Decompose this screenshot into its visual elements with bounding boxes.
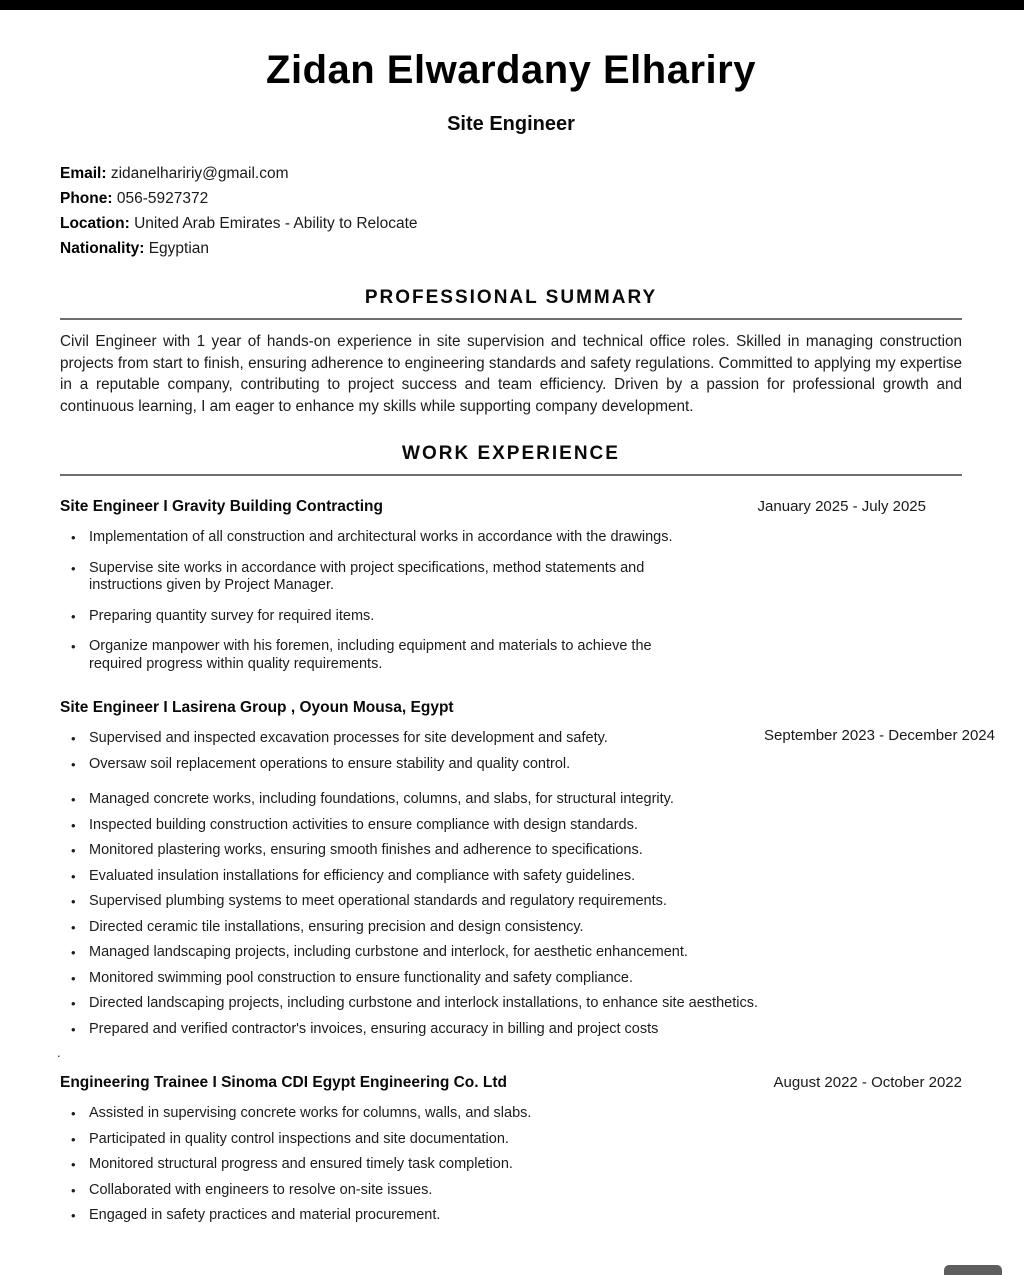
candidate-role-heading: Site Engineer bbox=[447, 113, 575, 135]
section-divider bbox=[60, 474, 962, 476]
job-bullet-list bbox=[60, 529, 962, 673]
contact-email-row bbox=[60, 161, 962, 186]
contact-location-row bbox=[60, 211, 962, 236]
experience-bullet: • Preparing quantity survey for required items. bbox=[60, 608, 705, 626]
top-border-bar bbox=[0, 0, 1024, 10]
job-entry-gravity bbox=[60, 498, 962, 673]
summary-paragraph: Civil Engineer with 1 year of hands-on experience in site supervision and technical office roles. Skilled in managing construction projects from start to finish, ensuring adherence to engineering standards and safety regulations. Committed to applying my expertise in a reputable company, contributing to project success and team efficiency. Driven by a passion for professional growth and continuous learning, I am eager to enhance my skills while supporting company development. bbox=[60, 333, 962, 415]
contact-nationality-row bbox=[60, 236, 962, 261]
job-dates: January 2025 - July 2025 bbox=[757, 498, 926, 515]
job-bullet-list bbox=[60, 730, 962, 1038]
location-label: Location: bbox=[60, 215, 130, 232]
experience-bullet: • Assisted in supervising concrete works for columns, walls, and slabs. bbox=[60, 1105, 830, 1123]
nationality-label: Nationality: bbox=[60, 240, 145, 257]
candidate-name-heading: Zidan Elwardany Elhariry bbox=[266, 48, 756, 92]
experience-bullet: • Monitored plastering works, ensuring smooth finishes and adherence to specifications. bbox=[60, 842, 830, 860]
experience-bullet: • Participated in quality control inspections and site documentation. bbox=[60, 1131, 830, 1149]
job-title: Site Engineer I Lasirena Group , Oyoun Mousa, Egypt bbox=[60, 699, 454, 716]
experience-bullet: • Collaborated with engineers to resolve on-site issues. bbox=[60, 1182, 830, 1200]
experience-bullet: • Organize manpower with his foremen, including equipment and materials to achieve the required progress within quality requirements. bbox=[60, 638, 705, 673]
job-bullet-list bbox=[60, 1105, 962, 1225]
experience-bullet: • Oversaw soil replacement operations to ensure stability and quality control. bbox=[60, 756, 830, 774]
experience-bullet: • Monitored swimming pool construction to ensure functionality and safety compliance. bbox=[60, 970, 830, 988]
experience-bullet: • Implementation of all construction and architectural works in accordance with the drawings. bbox=[60, 529, 705, 547]
contact-block bbox=[60, 161, 962, 261]
experience-bullet: • Managed concrete works, including foundations, columns, and slabs, for structural integrity. bbox=[60, 791, 830, 809]
experience-bullet: • Managed landscaping projects, including curbstone and interlock, for aesthetic enhancement. bbox=[60, 944, 830, 962]
job-entry-sinoma bbox=[60, 1074, 962, 1225]
phone-value: 056-5927372 bbox=[116, 190, 209, 207]
location-value: United Arab Emirates - Ability to Relocate bbox=[134, 215, 418, 232]
job-title: Site Engineer I Gravity Building Contracting bbox=[60, 498, 383, 515]
experience-section-heading: WORK EXPERIENCE bbox=[402, 443, 620, 464]
nationality-value: Egyptian bbox=[148, 240, 210, 257]
experience-bullet: • Supervised and inspected excavation processes for site development and safety. bbox=[60, 730, 830, 748]
section-divider bbox=[60, 318, 962, 320]
scrollbar-handle[interactable] bbox=[944, 1265, 1002, 1275]
email-label: Email: bbox=[60, 165, 107, 182]
experience-bullet: • Prepared and verified contractor's invoices, ensuring accuracy in billing and project costs bbox=[60, 1021, 830, 1039]
experience-bullet: • Directed ceramic tile installations, ensuring precision and design consistency. bbox=[60, 919, 830, 937]
experience-bullet: • Directed landscaping projects, including curbstone and interlock installations, to enhance site aesthetics. bbox=[60, 995, 830, 1013]
summary-section-heading: PROFESSIONAL SUMMARY bbox=[364, 287, 658, 308]
experience-bullet: • Evaluated insulation installations for efficiency and compliance with safety guidelines. bbox=[60, 868, 830, 886]
resume-document bbox=[0, 10, 1024, 1233]
job-dates: August 2022 - October 2022 bbox=[773, 1074, 962, 1091]
experience-bullet: • Supervise site works in accordance with project specifications, method statements and instructions given by Project Manager. bbox=[60, 560, 705, 595]
stray-period-mark: . bbox=[57, 1045, 61, 1060]
experience-bullet: • Monitored structural progress and ensured timely task completion. bbox=[60, 1156, 830, 1174]
email-value: zidanelhaririy@gmail.com bbox=[110, 165, 289, 182]
job-entry-lasirena bbox=[57, 699, 995, 1060]
contact-phone-row bbox=[60, 186, 962, 211]
experience-bullet: • Inspected building construction activities to ensure compliance with design standards. bbox=[60, 817, 830, 835]
job-dates: September 2023 - December 2024 bbox=[764, 727, 995, 744]
experience-bullet: • Engaged in safety practices and material procurement. bbox=[60, 1207, 830, 1225]
job-title: Engineering Trainee I Sinoma CDI Egypt Engineering Co. Ltd bbox=[60, 1074, 507, 1091]
phone-label: Phone: bbox=[60, 190, 113, 207]
experience-bullet: • Supervised plumbing systems to meet operational standards and regulatory requirements. bbox=[60, 893, 830, 911]
